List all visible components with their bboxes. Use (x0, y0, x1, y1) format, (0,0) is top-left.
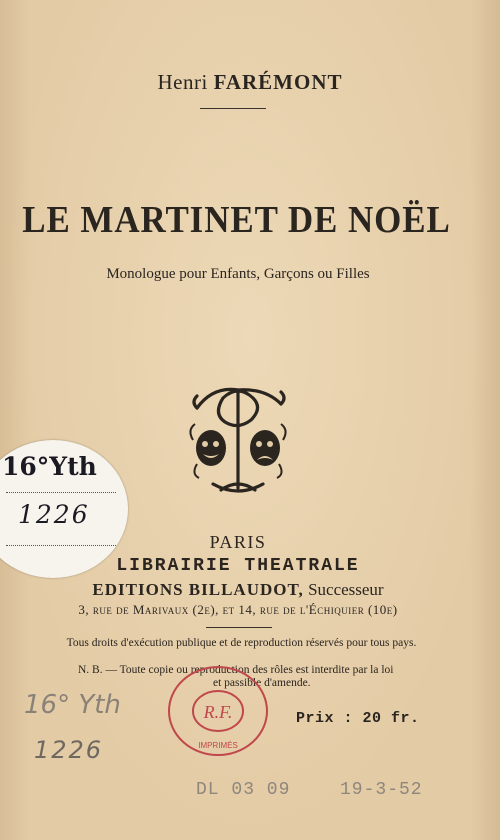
legal-deposit-number: DL 03 09 (196, 780, 291, 800)
rights-notice: Tous droits d'exécution publique et de reproduction réservés pour tous pays. (66, 637, 417, 649)
handwritten-shelf-mark: 16° Yth (24, 690, 121, 720)
call-number-shelf: 16°Yth (2, 452, 97, 481)
publisher-address: 3, rue de Marivaux (2e), et 14, rue de l'Échiquier (10e) (78, 602, 398, 617)
author-last-name: FARÉMONT (213, 70, 343, 94)
sticker-dotted-line (6, 492, 116, 493)
legal-deposit-date: 19-3-52 (340, 780, 423, 800)
publisher-emblem-icon (183, 378, 293, 498)
editions-name: EDITIONS BILLAUDOT, (92, 580, 304, 599)
price: Prix : 20 fr. (296, 710, 420, 727)
author-name (0, 70, 500, 95)
book-title: LE MARTINET DE NOËL (22, 199, 451, 241)
red-stamp-bottom: IMPRIMÉS (198, 741, 238, 750)
call-number-id: 1226 (18, 500, 90, 529)
handwritten-number: 1226 (34, 736, 104, 764)
publisher-name: LIBRAIRIE THEATRALE (116, 556, 360, 576)
book-subtitle: Monologue pour Enfants, Garçons ou Filles (106, 266, 370, 282)
library-red-stamp-icon (166, 664, 270, 758)
publisher-city: PARIS (209, 532, 267, 552)
author-first-name: Henri (157, 70, 208, 94)
red-stamp-center: R.F. (203, 702, 233, 722)
divider-rule (206, 627, 272, 628)
publisher-editions (0, 580, 476, 600)
editions-role: Successeur (308, 580, 384, 599)
nb-line-1: N. B. — Toute copie ou reproduction des rôles est interdite par la loi (78, 664, 394, 676)
divider-rule (200, 108, 266, 109)
nb-line-2: et passible d'amende. (213, 677, 311, 689)
